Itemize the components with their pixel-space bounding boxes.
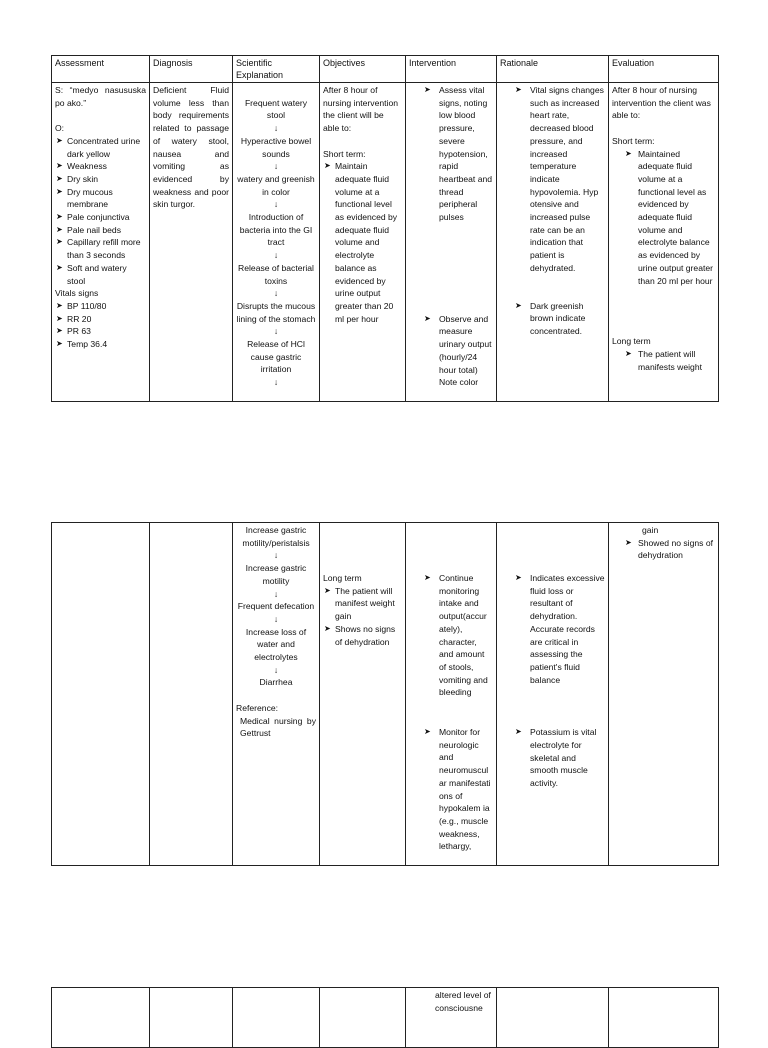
evaluation-cell (609, 523, 719, 866)
objectives-cell (320, 83, 406, 402)
list-item: ➤ Shows no signs of dehydration (324, 623, 396, 647)
assessment-cell (52, 988, 150, 1048)
arrow-bullet-icon: ➤ (424, 727, 431, 737)
down-arrow-icon: ↓ (273, 250, 279, 261)
intervention-cell (406, 83, 497, 402)
down-arrow-icon: ↓ (273, 550, 279, 561)
list-item: ➤ Pale nail beds (56, 224, 121, 235)
list-item: ➤ Pale conjunctiva (56, 212, 130, 223)
arrow-bullet-icon: ➤ (56, 224, 63, 234)
arrow-bullet-icon: ➤ (625, 537, 632, 547)
explanation-cell (233, 83, 320, 402)
intervention-list (409, 84, 493, 224)
arrow-bullet-icon: ➤ (424, 85, 431, 94)
objectives-cell (320, 523, 406, 866)
evaluation-long-list (612, 348, 715, 373)
arrow-bullet-icon: ➤ (56, 300, 63, 310)
subjective-data: S: “medyo nasususka po ako.” (55, 85, 146, 108)
explanation-step: Increase gastric motility (245, 563, 307, 586)
down-arrow-icon: ↓ (273, 664, 279, 675)
rationale-list (500, 300, 605, 338)
down-arrow-icon: ↓ (273, 326, 279, 337)
evaluation-list (612, 537, 715, 562)
list-item: ➤ Temp 36.4 (56, 339, 108, 350)
long-term-label: Long term (323, 573, 362, 583)
body-row (52, 523, 719, 866)
header-diagnosis: Diagnosis (150, 56, 233, 83)
arrow-bullet-icon: ➤ (515, 727, 522, 737)
reference-text: Medical nursing by Gettrust (240, 715, 316, 739)
arrow-bullet-icon: ➤ (515, 85, 522, 94)
rationale-list (500, 84, 605, 275)
arrow-bullet-icon: ➤ (56, 161, 63, 171)
down-arrow-icon: ↓ (273, 588, 279, 599)
arrow-bullet-icon: ➤ (515, 573, 522, 582)
evaluation-short-list (612, 148, 715, 288)
intervention-cell (406, 523, 497, 866)
header-evaluation: Evaluation (609, 56, 719, 83)
down-arrow-icon: ↓ (273, 123, 279, 134)
intervention-list (409, 313, 493, 389)
list-item: ➤ Dark greenish brown indicate concentrated. (515, 300, 586, 336)
reference-label: Reference: (236, 702, 279, 713)
explanation-cell (233, 988, 320, 1048)
explanation-step: Diarrhea (259, 677, 293, 688)
arrow-bullet-icon: ➤ (324, 161, 331, 171)
arrow-bullet-icon: ➤ (625, 348, 632, 358)
care-plan-table-page-1 (51, 55, 719, 402)
objective-list (55, 135, 146, 287)
list-item: ➤ Capillary refill more than 3 seconds (56, 237, 141, 261)
list-item: ➤ Weakness (56, 161, 107, 172)
list-item: ➤ Maintained adequate fluid volume at a functional level as evidenced by adequate fluid volume and electrolyte balance as evidenced by urine output greater than 20 ml per hour (625, 148, 714, 286)
explanation-step: Introduction of bacteria into the GI tract (239, 212, 313, 248)
list-item: ➤ Maintain adequate fluid volume at a functional level as evidenced by adequate fluid volume and electrolyte balance as evidenced by urine output greater than 20 ml per hour (324, 161, 398, 324)
list-item: ➤ Monitor for neurologic and neuromuscul ar manifestati ons of hypokalem ia (e.g., muscle weakness, lethargy, (424, 727, 491, 852)
list-item: ➤ Showed no signs of dehydration (625, 537, 714, 561)
intervention-list (409, 726, 493, 853)
header-intervention: Intervention (406, 56, 497, 83)
list-item: ➤ Continue monitoring intake and output(accur ately), character, and amount of stools, vomiting and bleeding (424, 573, 488, 698)
arrow-bullet-icon: ➤ (324, 585, 331, 595)
header-rationale: Rationale (497, 56, 609, 83)
arrow-bullet-icon: ➤ (56, 186, 63, 196)
arrow-bullet-icon: ➤ (56, 262, 63, 272)
rationale-cell (497, 988, 609, 1048)
list-item: ➤ Dry skin (56, 173, 99, 184)
explanation-step: Release of bacterial toxins (238, 262, 314, 286)
arrow-bullet-icon: ➤ (56, 339, 63, 349)
explanation-step: Increase loss of water and electrolytes (245, 626, 307, 663)
arrow-bullet-icon: ➤ (56, 212, 63, 222)
arrow-bullet-icon: ➤ (56, 326, 63, 336)
assessment-cell (52, 83, 150, 402)
header-scientific-explanation: Scientific Explanation (233, 56, 320, 83)
arrow-bullet-icon: ➤ (515, 300, 522, 310)
rationale-cell (497, 83, 609, 402)
short-term-label: Short term: (323, 148, 366, 159)
evaluation-long-label: Long term (612, 336, 651, 347)
list-item: ➤ Observe and measure urinary output (hourly/24 hour total) Note color (424, 313, 492, 388)
body-row (52, 988, 719, 1048)
header-assessment: Assessment (52, 56, 150, 83)
evaluation-continued: gain (642, 525, 659, 535)
explanation-step: watery and greenish in color (237, 173, 315, 197)
evaluation-cell (609, 988, 719, 1048)
objective-label: O: (55, 123, 65, 134)
list-item: ➤ Soft and watery stool (56, 262, 127, 286)
down-arrow-icon: ↓ (273, 161, 279, 172)
arrow-bullet-icon: ➤ (56, 237, 63, 247)
assessment-cell (52, 523, 150, 866)
rationale-cell (497, 523, 609, 866)
diagnosis-cell (150, 988, 233, 1048)
intervention-continued: altered level of consciousne (435, 990, 491, 1013)
evaluation-cell (609, 83, 719, 402)
list-item: ➤ The patient will manifests weight (625, 348, 703, 372)
arrow-bullet-icon: ➤ (56, 135, 63, 145)
arrow-bullet-icon: ➤ (625, 148, 632, 158)
arrow-bullet-icon: ➤ (424, 313, 431, 323)
short-term-list (323, 160, 402, 325)
list-item: ➤ BP 110/80 (56, 300, 107, 311)
rationale-list (500, 572, 605, 686)
list-item: ➤ Potassium is vital electrolyte for skeletal and smooth muscle activity. (515, 727, 597, 789)
explanation-step: Release of HCl cause gastric irritation (247, 339, 305, 375)
list-item: ➤ Indicates excessive fluid loss or resultant of dehydration. Accurate records are critical in assessing the patient's fluid balance (515, 573, 605, 685)
explanation-step: Increase gastric motility/peristalsis (242, 525, 310, 548)
list-item: ➤ Dry mucous membrane (56, 186, 113, 210)
explanation-step: Frequent watery stool (244, 97, 308, 121)
header-objectives: Objectives (320, 56, 406, 83)
header-row (52, 56, 719, 83)
diagnosis-text: Deficient Fluid volume less than body requirements related to passage of watery stool, nausea and vomiting as evidenced by weakness and poor skin turgor. (153, 85, 229, 210)
list-item: ➤ Assess vital signs, noting low blood pressure, severe hypotension, rapid heartbeat and thread peripheral pulses (424, 85, 493, 223)
vitals-list (55, 300, 146, 351)
explanation-step: Frequent defecation (237, 601, 315, 612)
list-item: ➤ The patient will manifest weight gain (324, 585, 395, 622)
list-item: ➤ RR 20 (56, 313, 92, 324)
body-row (52, 83, 719, 402)
arrow-bullet-icon: ➤ (424, 573, 431, 582)
care-plan-table-page-3 (51, 987, 719, 1048)
vitals-label: Vitals signs (55, 288, 99, 299)
arrow-bullet-icon: ➤ (324, 623, 331, 633)
diagnosis-cell (150, 523, 233, 866)
objectives-cell (320, 988, 406, 1048)
arrow-bullet-icon: ➤ (56, 173, 63, 183)
long-term-list (323, 585, 402, 649)
explanation-cell (233, 523, 320, 866)
rationale-list (500, 726, 605, 790)
down-arrow-icon: ↓ (273, 613, 279, 624)
intervention-cell (406, 988, 497, 1048)
list-item: ➤ PR 63 (56, 326, 91, 337)
explanation-step: Disrupts the mucous lining of the stomach (236, 300, 316, 324)
explanation-step: Hyperactive bowel sounds (240, 135, 312, 159)
down-arrow-icon: ↓ (273, 199, 279, 210)
evaluation-intro: After 8 hour of nursing intervention the client was able to: (612, 85, 711, 121)
list-item: ➤ Vital signs changes such as increased heart rate, decreased blood pressure, and increased temperature indicate hypovolemia. Hyp otensive and increased pulse rate can be an indication that patient is dehydrated. (515, 85, 604, 273)
intervention-list (409, 572, 493, 699)
list-item: ➤ Concentrated urine dark yellow (56, 135, 141, 159)
objectives-intro: After 8 hour of nursing intervention the client will be able to: (323, 85, 399, 134)
diagnosis-cell (150, 83, 233, 402)
arrow-bullet-icon: ➤ (56, 313, 63, 323)
evaluation-short-label: Short term: (612, 135, 655, 146)
care-plan-table-page-2 (51, 522, 719, 866)
down-arrow-icon: ↓ (273, 377, 279, 388)
down-arrow-icon: ↓ (273, 288, 279, 299)
